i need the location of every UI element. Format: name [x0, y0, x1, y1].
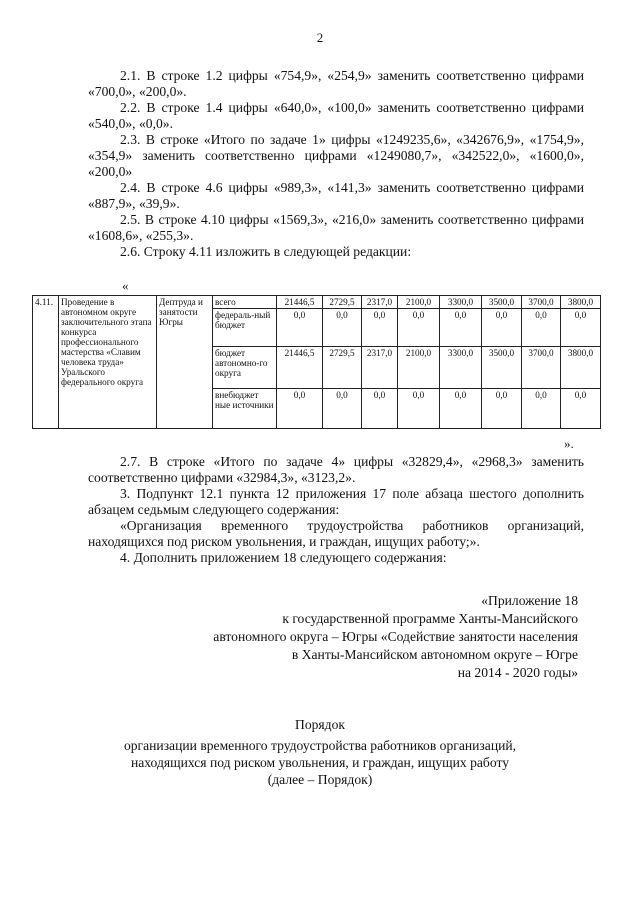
table-cell: 21446,5 — [277, 347, 323, 389]
paragraph-2-2: 2.2. В строке 1.4 цифры «640,0», «100,0» заменить соответственно цифрами «540,0», «0,0». — [88, 100, 584, 131]
table-cell: 3500,0 — [482, 347, 522, 389]
table-cell: 3800,0 — [561, 347, 601, 389]
appendix-line: автономного округа – Югры «Содействие занятости населения — [213, 629, 578, 644]
table-cell: 0,0 — [522, 309, 561, 347]
table-cell: 0,0 — [277, 309, 323, 347]
order-subtitle-line: (далее – Порядок) — [267, 772, 373, 787]
table-cell: 3300,0 — [440, 296, 482, 309]
table-cell: 3700,0 — [522, 347, 561, 389]
table-open-quote: « — [122, 278, 129, 293]
table-source: бюджет автономно-го округа — [213, 347, 277, 389]
paragraph-4: 4. Дополнить приложением 18 следующего содержания: — [120, 550, 447, 565]
table-cell: 3500,0 — [482, 296, 522, 309]
paragraph-2-3: 2.3. В строке «Итого по задаче 1» цифры «1249235,6», «342676,9», «1754,9», «354,9» заменить соответственно цифрами «1249080,7», «342522,0», «1600,0», «200,0» — [88, 132, 584, 179]
table-source: федераль-ный бюджет — [213, 309, 277, 347]
appendix-line: на 2014 - 2020 годы» — [457, 665, 578, 680]
table-cell: 0,0 — [362, 389, 398, 429]
table-row-number: 4.11. — [33, 296, 59, 429]
table-cell: 3300,0 — [440, 347, 482, 389]
table-source: внебюджет ные источники — [213, 389, 277, 429]
table-cell: 0,0 — [561, 389, 601, 429]
program-table — [32, 295, 601, 429]
table-cell: 0,0 — [440, 389, 482, 429]
amendment-list — [88, 68, 584, 260]
paragraph-3: 3. Подпункт 12.1 пункта 12 приложения 17 поле абзаца шестого дополнить абзацем седьмым следующего содержания: — [88, 486, 584, 517]
table-cell: 2317,0 — [362, 296, 398, 309]
table-cell: 2729,5 — [323, 347, 362, 389]
paragraph-2-4: 2.4. В строке 4.6 цифры «989,3», «141,3» заменить соответственно цифрами «887,9», «39,9». — [88, 180, 584, 211]
table-cell: 0,0 — [277, 389, 323, 429]
table-cell: 2317,0 — [362, 347, 398, 389]
appendix-line: к государственной программе Ханты-Мансийского — [282, 611, 578, 626]
table-executor: Дептруда и занятости Югры — [157, 296, 213, 429]
page-number: 2 — [316, 30, 324, 45]
table-cell: 3700,0 — [522, 296, 561, 309]
table-cell: 0,0 — [362, 309, 398, 347]
table-cell: 0,0 — [323, 309, 362, 347]
table-cell: 2100,0 — [398, 347, 440, 389]
table-cell: 2100,0 — [398, 296, 440, 309]
table-cell: 0,0 — [323, 389, 362, 429]
appendix-line: в Ханты-Мансийском автономном округе – Югре — [291, 647, 578, 662]
table-cell: 2729,5 — [323, 296, 362, 309]
paragraph-2-6: 2.6. Строку 4.11 изложить в следующей редакции: — [120, 244, 412, 259]
table-cell: 3800,0 — [561, 296, 601, 309]
paragraph-2-5: 2.5. В строке 4.10 цифры «1569,3», «216,0» заменить соответственно цифрами «1608,6», «255,3». — [88, 212, 584, 243]
paragraph-2-7: 2.7. В строке «Итого по задаче 4» цифры «32829,4», «2968,3» заменить соответственно цифрами «32984,3», «3123,2». — [88, 454, 584, 485]
appendix-line: «Приложение 18 — [481, 593, 578, 608]
table-close-quote: ». — [564, 436, 574, 451]
table-row — [33, 296, 601, 309]
quoted-paragraph: «Организация временного трудоустройства работников организаций, находящихся под риском увольнения, и граждан, ищущих работу;». — [88, 518, 584, 549]
order-title: Порядок — [295, 717, 345, 732]
paragraph-2-1: 2.1. В строке 1.2 цифры «754,9», «254,9» заменить соответственно цифрами «700,0», «200,0». — [88, 68, 584, 99]
table-source: всего — [213, 296, 277, 309]
order-heading — [0, 716, 640, 788]
table-cell: 0,0 — [482, 389, 522, 429]
table-cell: 0,0 — [561, 309, 601, 347]
order-subtitle-line: находящихся под риском увольнения, и граждан, ищущих работу — [130, 755, 510, 770]
appendix-header — [120, 592, 578, 682]
table-cell: 0,0 — [482, 309, 522, 347]
table-cell: 21446,5 — [277, 296, 323, 309]
table-cell: 0,0 — [398, 309, 440, 347]
table-cell: 0,0 — [440, 309, 482, 347]
table-cell: 0,0 — [398, 389, 440, 429]
order-subtitle-line: организации временного трудоустройства работников организаций, — [123, 738, 517, 753]
amendment-list-continued — [88, 454, 584, 566]
table-event-name: Проведение в автономном округе заключительного этапа конкурса профессионального мастерства «Славим человека труда» Уральского федерального округа — [59, 296, 157, 429]
table-cell: 0,0 — [522, 389, 561, 429]
